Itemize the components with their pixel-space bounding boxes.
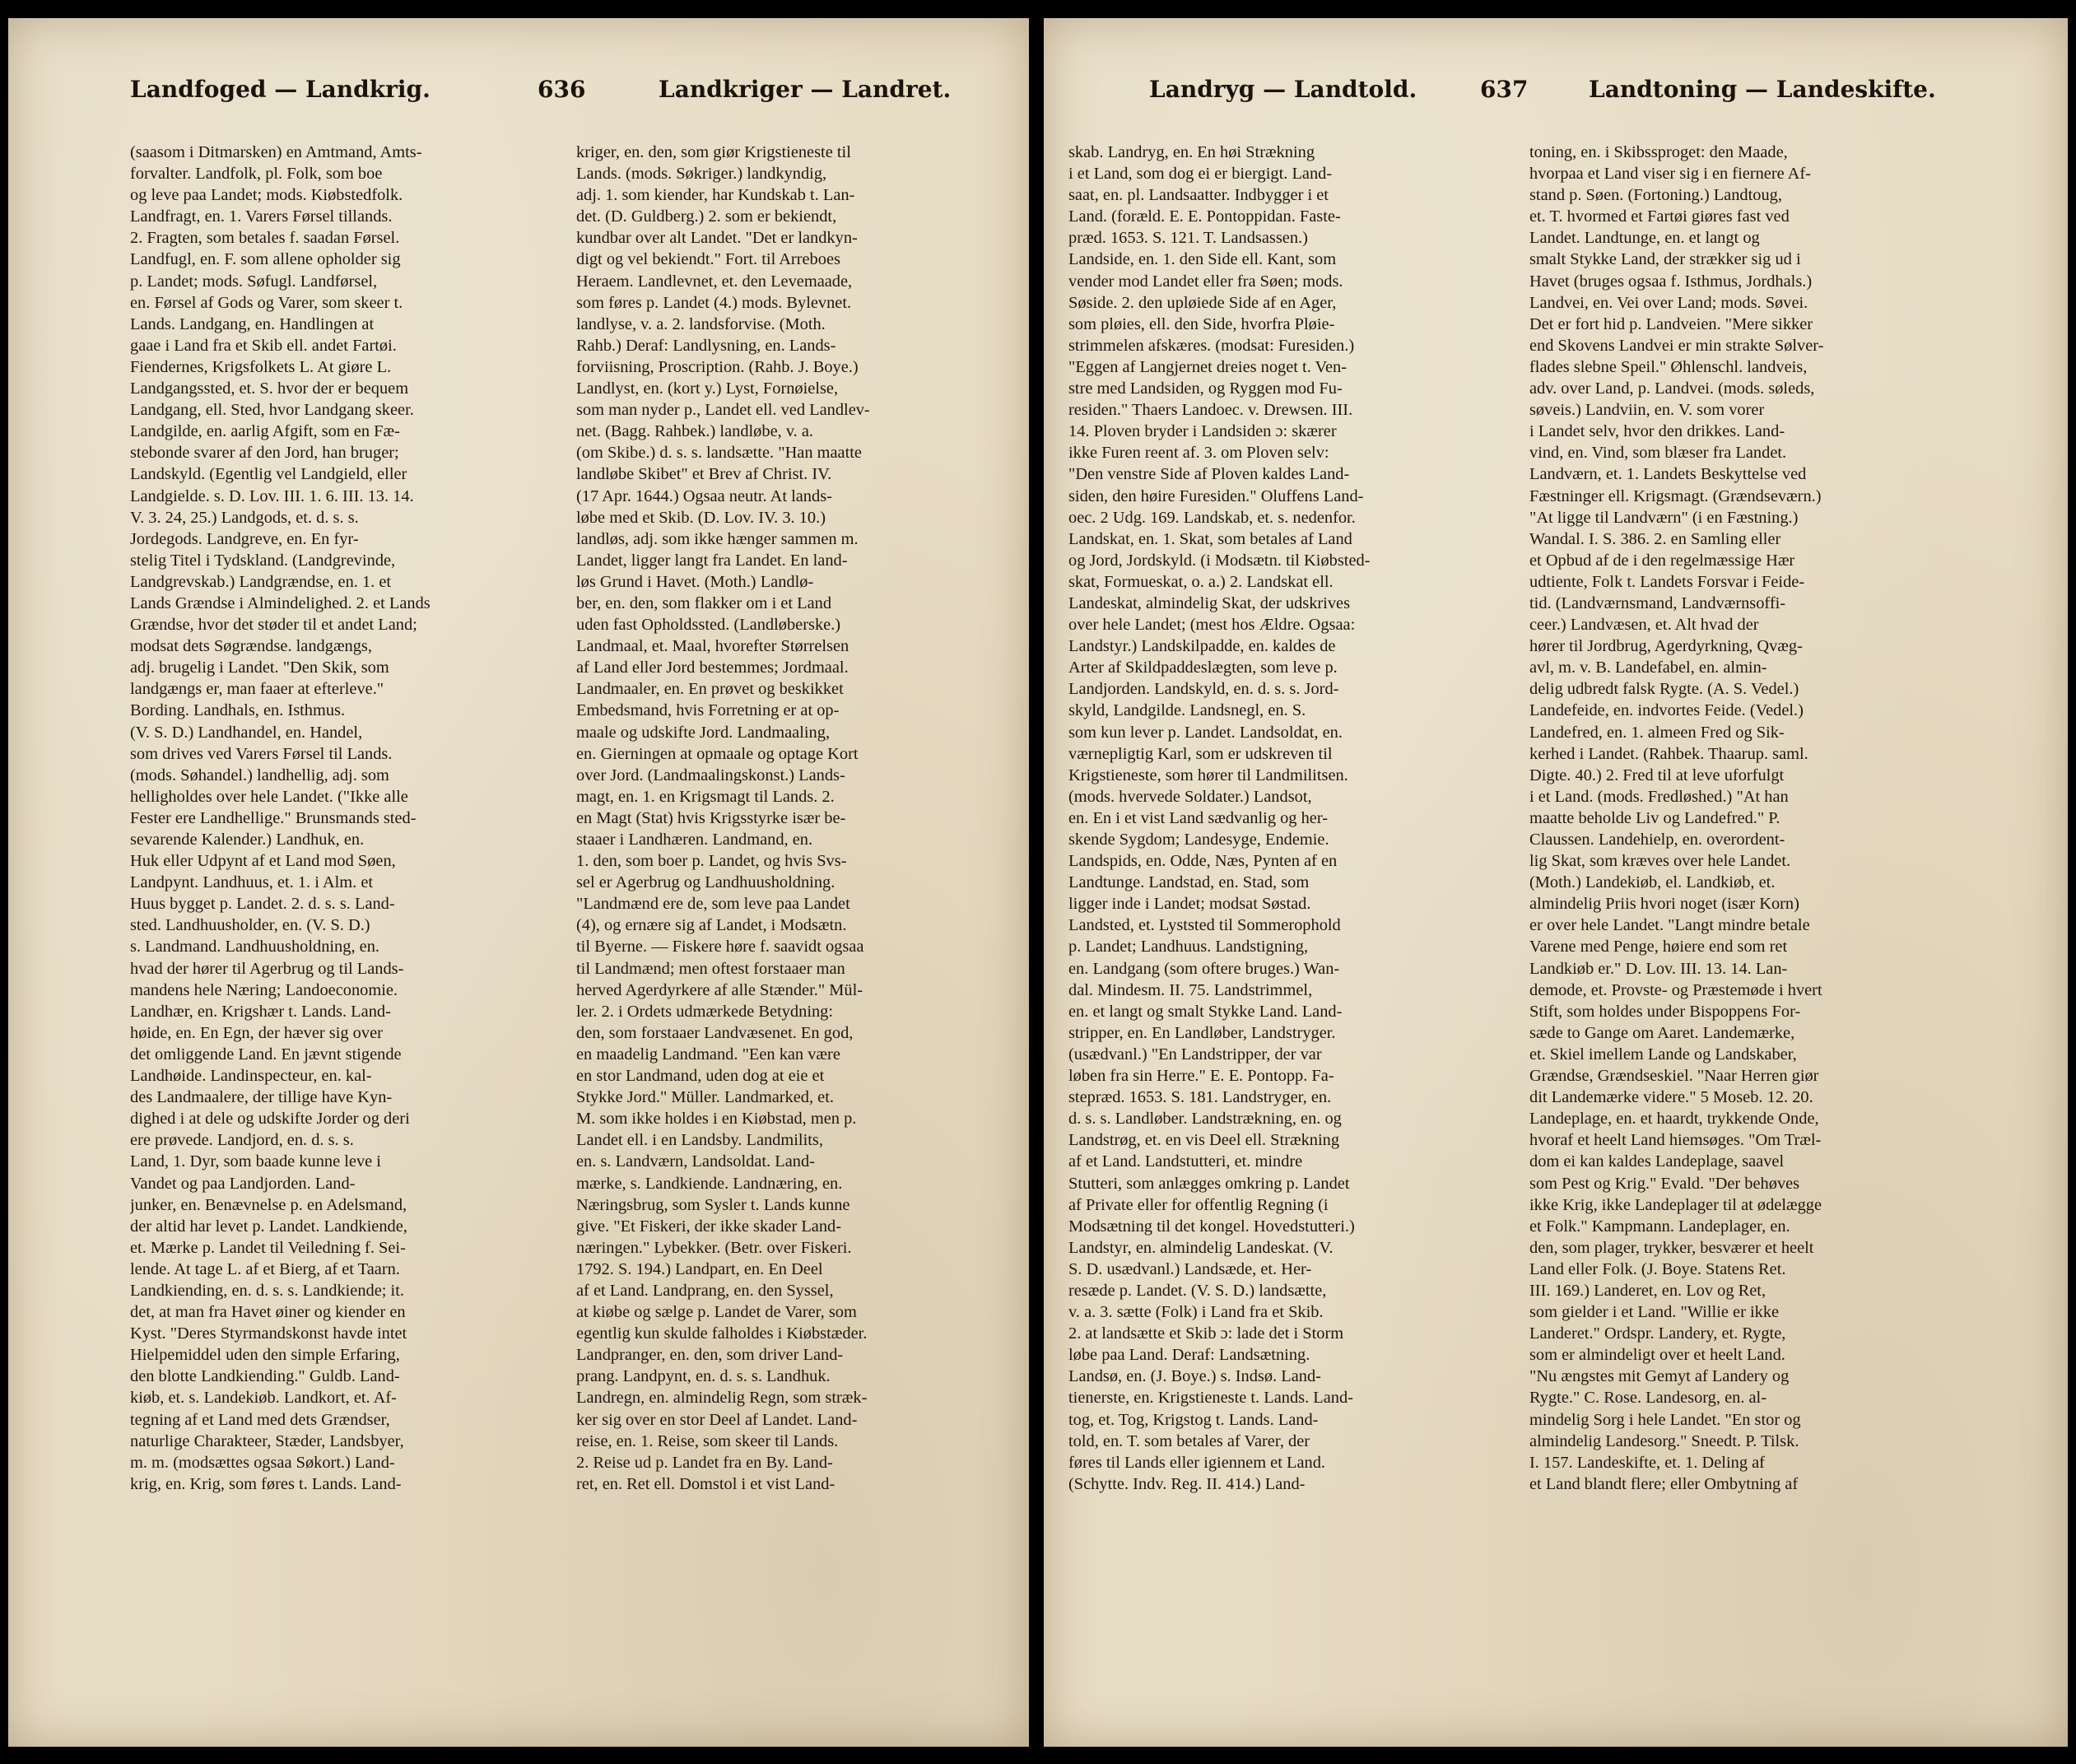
text-line: Havet (bruges ogsaa f. Isthmus, Jordhals.)	[1529, 272, 1813, 291]
text-columns	[8, 142, 1029, 1747]
text-line: Vandet og paa Landjorden. Land-	[130, 1174, 356, 1193]
text-line: maatte beholde Liv og Landefred." P.	[1529, 808, 1780, 827]
text-line: Landefeide, en. indvortes Feide. (Vedel.)	[1529, 701, 1804, 720]
text-line: s. Landmand. Landhuusholdning, en.	[130, 938, 379, 956]
page-number: 637	[1480, 76, 1529, 103]
text-line: m. m. (modsættes ogsaa Søkort.) Land-	[130, 1453, 395, 1472]
text-line: det, at man fra Havet øiner og kiender en	[130, 1303, 406, 1322]
text-line: hvoraf et heelt Land hiemsøges. "Om Træl-	[1529, 1131, 1822, 1150]
text-line: des Landmaalere, der tillige have Kyn-	[130, 1088, 393, 1107]
text-line: Landgilde, en. aarlig Afgift, som en Fæ-	[130, 422, 400, 441]
text-line: dighed i at dele og udskifte Jorder og deri	[130, 1110, 410, 1129]
text-line: der altid har levet p. Landet. Landkiende,	[130, 1217, 407, 1236]
text-line: landgængs er, man faaer at efterleve."	[130, 680, 384, 699]
text-line: ber, en. den, som flakker om i et Land	[576, 593, 832, 612]
text-line: "Eggen af Langjernet dreies noget t. Ven-	[1068, 357, 1348, 376]
text-line: lig Skat, som kræves over hele Landet.	[1529, 852, 1791, 871]
text-line: Landgangssted, et. S. hvor der er bequem	[130, 379, 409, 398]
text-line: næringen." Lybekker. (Betr. over Fiskeri.	[576, 1238, 852, 1257]
text-line: Rygte." C. Rose. Landesorg, en. al-	[1529, 1389, 1767, 1408]
text-line: som Pest og Krig." Evald. "Der behøves	[1529, 1174, 1800, 1193]
text-line: forvalter. Landfolk, pl. Folk, som boe	[130, 165, 383, 184]
text-line: landløs, adj. som ikke hænger sammen m.	[576, 529, 859, 548]
text-line: en. Gierningen at opmaale og optage Kort	[576, 744, 859, 763]
text-line: som kun lever p. Landet. Landsoldat, en.	[1068, 723, 1343, 742]
text-line: ikke Furen reent af. 3. om Ploven selv:	[1068, 444, 1329, 463]
text-line: (mods. hvervede Soldater.) Landsot,	[1068, 787, 1312, 806]
left-page	[8, 18, 1029, 1747]
text-line: saat, en. pl. Landsaatter. Indbygger i et	[1068, 186, 1329, 205]
text-line: modsat dets Søgrændse. landgængs,	[130, 637, 372, 656]
text-line: junker, en. Benævnelse p. en Adelsmand,	[130, 1195, 407, 1214]
text-line: Landspids, en. Odde, Næs, Pynten af en	[1068, 852, 1338, 871]
text-line: oec. 2 Udg. 169. Landskab, et. s. nedenfor.	[1068, 508, 1356, 527]
text-line: i et Land. (mods. Fredløshed.) "At han	[1529, 787, 1789, 806]
text-line: Næringsbrug, som Sysler t. Lands kunne	[576, 1195, 850, 1214]
text-line: Landstrøg, et. en vis Deel ell. Strækning	[1068, 1131, 1340, 1150]
text-line: søveis.) Landviin, en. V. som vorer	[1529, 401, 1765, 420]
text-line: ligger inde i Landet; modsat Søstad.	[1068, 895, 1311, 914]
text-line: (om Skibe.) d. s. s. landsætte. "Han maatte	[576, 444, 862, 463]
text-line: 1792. S. 194.) Landpart, en. En Deel	[576, 1259, 823, 1278]
text-line: en. s. Landværn, Landsoldat. Land-	[576, 1152, 815, 1171]
text-column-right	[1529, 142, 1962, 1495]
text-line: en. Landgang (som oftere bruges.) Wan-	[1068, 959, 1340, 978]
text-line: Land eller Folk. (J. Boye. Statens Ret.	[1529, 1259, 1786, 1278]
text-line: føres til Lands eller igiennem et Land.	[1068, 1453, 1325, 1472]
text-line: som gielder i et Land. "Willie er ikke	[1529, 1303, 1780, 1322]
text-line: hører til Jordbrug, Agerdyrkning, Qvæg-	[1529, 637, 1803, 656]
text-column-left	[1068, 142, 1484, 1495]
text-line: Wandal. I. S. 386. 2. en Samling eller	[1529, 529, 1781, 548]
text-line: Claussen. Landehielp, en. overordent-	[1529, 831, 1785, 849]
text-line: stripper, en. En Landløber, Landstryger.	[1068, 1023, 1336, 1042]
text-line: Krigstieneste, som hører til Landmilitsen.	[1068, 766, 1348, 784]
head-right-catchword: Landtoning — Landeskifte.	[1589, 76, 1936, 103]
text-line: Landværn, et. 1. Landets Beskyttelse ved	[1529, 465, 1807, 484]
text-line: ret, en. Ret ell. Domstol i et vist Land-	[576, 1474, 836, 1493]
text-line: Landgrevskab.) Landgrændse, en. 1. et	[130, 572, 392, 591]
text-line: Landkiøb er." D. Lov. III. 13. 14. Lan-	[1529, 959, 1788, 978]
text-line: dom ei kan kaldes Landeplage, saavel	[1529, 1152, 1785, 1171]
text-line: den, som forstaaer Landvæsenet. En god,	[576, 1023, 854, 1042]
text-line: "Landmænd ere de, som leve paa Landet	[576, 895, 850, 914]
text-line: Fæstninger ell. Krigsmagt. (Grændseværn.)	[1529, 486, 1822, 505]
text-line: løben fra sin Herre." E. E. Pontopp. Fa-	[1068, 1067, 1334, 1086]
text-line: Bording. Landhals, en. Isthmus.	[130, 701, 346, 720]
text-line: Hielpemiddel uden den simple Erfaring,	[130, 1346, 400, 1365]
text-line: M. som ikke holdes i en Kiøbstad, men p.	[576, 1110, 857, 1129]
text-column-right	[576, 142, 996, 1495]
text-line: som man nyder p., Landet ell. ved Landlev-	[576, 401, 870, 420]
text-line: af et Land. Landprang, en. den Syssel,	[576, 1281, 834, 1300]
text-line: tid. (Landværnsmand, Landværnsoffi-	[1529, 593, 1786, 612]
text-line: sted. Landhuusholder, en. (V. S. D.)	[130, 916, 370, 935]
text-line: Landside, en. 1. den Side ell. Kant, som	[1068, 250, 1337, 269]
text-line: 1. den, som boer p. Landet, og hvis Svs-	[576, 852, 847, 871]
text-line: Lands Grændse i Almindelighed. 2. et Lands	[130, 593, 431, 612]
text-line: høide, en. En Egn, der hæver sig over	[130, 1023, 383, 1042]
text-line: udtiente, Folk t. Landets Forsvar i Feide-	[1529, 572, 1805, 591]
text-line: digt og vel bekiendt." Fort. til Arreboes	[576, 250, 840, 269]
text-line: almindelig Priis hvori noget (især Korn)	[1529, 895, 1799, 914]
text-line: værnepligtig Karl, som er udskreven til	[1068, 744, 1333, 763]
text-line: en stor Landmand, uden dog at eie et	[576, 1067, 825, 1086]
text-line: dal. Mindesm. II. 75. Landstrimmel,	[1068, 980, 1313, 999]
text-line: Digte. 40.) 2. Fred til at leve uforfulgt	[1529, 766, 1785, 784]
text-line: ceer.) Landvæsen, et. Alt hvad der	[1529, 616, 1759, 635]
text-line: (Schytte. Indv. Reg. II. 414.) Land-	[1068, 1474, 1306, 1493]
text-line: adj. brugelig i Landet. "Den Skik, som	[130, 659, 389, 677]
text-line: Landpranger, en. den, som driver Land-	[576, 1346, 844, 1365]
text-line: Landsted, et. Lyststed til Sommerophold	[1068, 916, 1341, 935]
text-line: en. Førsel af Gods og Varer, som skeer t.	[130, 293, 403, 312]
text-line: sæde to Gange om Aaret. Landemærke,	[1529, 1023, 1795, 1042]
text-line: delig udbredt falsk Rygte. (A. S. Vedel.)	[1529, 680, 1799, 699]
text-line: stebonde svarer af den Jord, han bruger;	[130, 444, 399, 463]
text-line: (17 Apr. 1644.) Ogsaa neutr. At lands-	[576, 486, 832, 505]
text-line: som pløies, ell. den Side, hvorfra Pløie-	[1068, 314, 1335, 333]
text-line: Landpynt. Landhuus, et. 1. i Alm. et	[130, 873, 374, 892]
text-line: kundbar over alt Landet. "Det er landkyn-	[576, 229, 858, 248]
text-line: demode, et. Provste- og Præstemøde i hvert	[1529, 980, 1822, 999]
text-line: (usædvanl.) "En Landstripper, der var	[1068, 1045, 1322, 1064]
text-line: et Land blandt flere; eller Ombytning af	[1529, 1474, 1799, 1493]
text-line: er over hele Landet. "Langt mindre betale	[1529, 916, 1810, 935]
text-line: Landfugl, en. F. som allene opholder sig	[130, 250, 401, 269]
text-line: ikke Krig, ikke Landeplager til at ødelægge	[1529, 1195, 1822, 1214]
text-line: den, som plager, trykker, besværer et heelt	[1529, 1238, 1814, 1257]
text-line: over Jord. (Landmaalingskonst.) Lands-	[576, 766, 845, 784]
text-line: p. Landet; Landhuus. Landstigning,	[1068, 938, 1309, 956]
text-columns	[1044, 142, 2068, 1747]
text-line: i et Land, som dog ei er biergigt. Land-	[1068, 165, 1333, 184]
text-line: vender mod Landet eller fra Søen; mods.	[1068, 272, 1343, 291]
text-line: til Landmænd; men oftest forstaaer man	[576, 959, 845, 978]
text-line: Fiendernes, Krigsfolkets L. At giøre L.	[130, 357, 392, 376]
text-line: Landstyr.) Landskilpadde, en. kaldes de	[1068, 637, 1336, 656]
text-line: en. En i et vist Land sædvanlig og her-	[1068, 808, 1329, 827]
text-line: Grændse, Grændseskiel. "Naar Herren giør	[1529, 1067, 1819, 1086]
text-line: en maadelig Landmand. "Een kan være	[576, 1045, 840, 1064]
text-line: lende. At tage L. af et Bierg, af et Taarn.	[130, 1259, 400, 1278]
text-line: præd. 1653. S. 121. T. Landsassen.)	[1068, 229, 1308, 248]
text-line: Landet ell. i en Landsby. Landmilits,	[576, 1131, 823, 1150]
text-line: told, en. T. som betales af Varer, der	[1068, 1431, 1310, 1450]
text-line: Stykke Jord." Müller. Landmarked, et.	[576, 1088, 834, 1107]
text-line: naturlige Charakteer, Stæder, Landsbyer,	[130, 1431, 404, 1450]
text-line: stand p. Søen. (Fortoning.) Landtoug,	[1529, 186, 1782, 205]
text-line: Land, 1. Dyr, som baade kunne leve i	[130, 1152, 381, 1171]
text-line: smalt Stykke Land, der strækker sig ud i	[1529, 250, 1801, 269]
text-line: landløbe Skibet" et Brev af Christ. IV.	[576, 465, 832, 484]
text-line: kerhed i Landet. (Rahbek. Thaarup. saml.	[1529, 744, 1808, 763]
text-line: ler. 2. i Ordets udmærkede Betydning:	[576, 1002, 834, 1021]
text-line: Søside. 2. den upløiede Side af en Ager,	[1068, 293, 1337, 312]
text-line: sel er Agerbrug og Landhuusholdning.	[576, 873, 836, 892]
text-line: sevarende Kalender.) Landhuk, en.	[130, 831, 365, 849]
text-line: Landgang, ell. Sted, hvor Landgang skeer.	[130, 401, 414, 420]
text-line: et Opbud af de i den regelmæssige Hær	[1529, 551, 1795, 570]
text-line: som føres p. Landet (4.) mods. Bylevnet.	[576, 293, 852, 312]
text-line: tegning af et Land med dets Grændser,	[130, 1410, 390, 1429]
text-line: Det er fort hid p. Landveien. "Mere sikker	[1529, 314, 1813, 333]
text-line: Landgielde. s. D. Lov. III. 1. 6. III. 13. 14.	[130, 486, 414, 505]
text-line: af et Land. Landstutteri, et. mindre	[1068, 1152, 1303, 1171]
text-line: Landregn, en. almindelig Regn, som stræk-	[576, 1389, 868, 1408]
text-line: egentlig kun skulde falholdes i Kiøbstæder.	[576, 1324, 868, 1343]
text-line: en. et langt og smalt Stykke Land. Land-	[1068, 1002, 1343, 1021]
text-line: Landeplage, en. et haardt, trykkende Onde,	[1529, 1110, 1819, 1129]
text-line: prang. Landpynt, en. d. s. s. Landhuk.	[576, 1367, 831, 1386]
text-line: Landkiending, en. d. s. s. Landkiende; it.	[130, 1281, 404, 1300]
text-line: Landmaaler, en. En prøvet og beskikket	[576, 680, 844, 699]
text-line: i Landet selv, hvor den drikkes. Land-	[1529, 422, 1785, 441]
text-line: almindelig Landesorg." Sneedt. P. Tilsk.	[1529, 1431, 1799, 1450]
text-line: "Nu ængstes mit Gemyt af Landery og	[1529, 1367, 1790, 1386]
text-line: over hele Landet; (mest hos Ældre. Ogsaa:	[1068, 616, 1356, 635]
text-line: V. 3. 24, 25.) Landgods, et. d. s. s.	[130, 508, 359, 527]
text-line: (V. S. D.) Landhandel, en. Handel,	[130, 723, 363, 742]
text-line: Rahb.) Deraf: Landlysning, en. Lands-	[576, 336, 836, 355]
text-line: 14. Ploven bryder i Landsiden ɔ: skærer	[1068, 422, 1337, 441]
text-line: adj. 1. som kiender, har Kundskab t. Lan-	[576, 186, 855, 205]
text-line: Landefred, en. 1. almeen Fred og Sik-	[1529, 723, 1785, 742]
text-line: et. Mærke p. Landet til Veiledning f. Sei-	[130, 1238, 406, 1257]
text-line: v. a. 3. sætte (Folk) i Land fra et Skib.	[1068, 1303, 1324, 1322]
text-line: forviisning, Proscription. (Rahb. J. Boye.)	[576, 357, 859, 376]
text-line: Heraem. Landlevnet, et. den Levemaade,	[576, 272, 853, 291]
text-line: til Byerne. — Fiskere høre f. saavidt ogsaa	[576, 938, 864, 956]
text-line: toning, en. i Skibssproget: den Maade,	[1529, 143, 1788, 161]
page-number: 636	[538, 76, 586, 103]
text-line: tienerste, en. Krigstieneste t. Lands. Land-	[1068, 1389, 1353, 1408]
text-line: af Land eller Jord bestemmes; Jordmaal.	[576, 659, 849, 677]
text-line: end Skovens Landvei er min strakte Sølver-	[1529, 336, 1824, 355]
text-line: (saasom i Ditmarsken) en Amtmand, Amts-	[130, 143, 422, 161]
text-line: Jordegods. Landgreve, en. En fyr-	[130, 529, 359, 548]
text-line: tog, et. Tog, Krigstog t. Lands. Land-	[1068, 1410, 1319, 1429]
text-line: d. s. s. Landløber. Landstrækning, en. og	[1068, 1110, 1342, 1129]
text-line: Land. (foræld. E. E. Pontoppidan. Faste-	[1068, 207, 1341, 226]
text-line: Huus bygget p. Landet. 2. d. s. s. Land-	[130, 895, 395, 914]
text-line: Landet. Landtunge, en. et langt og	[1529, 229, 1760, 248]
text-line: løbe paa Land. Deraf: Landsætning.	[1068, 1346, 1310, 1365]
text-line: 2. at landsætte et Skib ɔ: lade det i Storm	[1068, 1324, 1344, 1343]
text-line: Landhær, en. Krigshær t. Lands. Land-	[130, 1002, 391, 1021]
text-line: dit Landemærke videre." 5 Moseb. 12. 20.	[1529, 1088, 1813, 1107]
text-line: stepræd. 1653. S. 181. Landstryger, en.	[1068, 1088, 1332, 1107]
text-line: Lands. (mods. Søkriger.) landkyndig,	[576, 165, 827, 184]
text-line: III. 169.) Landeret, en. Lov og Ret,	[1529, 1281, 1766, 1300]
text-line: Kyst. "Deres Styrmandskonst havde intet	[130, 1324, 407, 1343]
text-line: Landfragt, en. 1. Varers Førsel tillands.	[130, 207, 393, 226]
text-line: løbe med et Skib. (D. Lov. IV. 3. 10.)	[576, 508, 826, 527]
text-line: reise, en. 1. Reise, som skeer til Lands.	[576, 1431, 839, 1450]
text-line: (4), og ernære sig af Landet, i Modsætn.	[576, 916, 847, 935]
head-right-catchword: Landkriger — Landret.	[659, 76, 952, 103]
text-line: som drives ved Varers Førsel til Lands.	[130, 744, 393, 763]
text-line: staaer i Landhæren. Landmand, en.	[576, 831, 813, 849]
text-line: herved Agerdyrkere af alle Stænder." Mül-	[576, 980, 863, 999]
text-line: magt, en. 1. en Krigsmagt til Lands. 2.	[576, 787, 835, 806]
text-line: p. Landet; mods. Søfugl. Landførsel,	[130, 272, 378, 291]
text-line: Landvei, en. Vei over Land; mods. Søvei.	[1529, 293, 1808, 312]
text-line: Landeret." Ordspr. Landery, et. Rygte,	[1529, 1324, 1786, 1343]
text-column-left	[130, 142, 558, 1495]
text-line: skab. Landryg, en. En høi Strækning	[1068, 143, 1315, 161]
text-line: mindelig Sorg i hele Landet. "En stor og	[1529, 1410, 1801, 1429]
text-line: resæde p. Landet. (V. S. D.) landsætte,	[1068, 1281, 1327, 1300]
text-line: at kiøbe og sælge p. Landet de Varer, som	[576, 1303, 857, 1322]
text-line: som er almindeligt over et heelt Land.	[1529, 1346, 1785, 1365]
text-line: strimmelen afskæres. (modsat: Furesiden.)	[1068, 336, 1355, 355]
text-line: Modsætning til det kongel. Hovedstutteri.)	[1068, 1217, 1355, 1236]
text-line: Landjorden. Landskyld, en. d. s. s. Jord-	[1068, 680, 1339, 699]
text-line: Stift, som holdes under Bispoppens For-	[1529, 1002, 1801, 1021]
text-line: helligholdes over hele Landet. ("Ikke alle	[130, 787, 408, 806]
text-line: Arter af Skildpaddeslægten, som leve p.	[1068, 659, 1338, 677]
text-line: flades slebne Speil." Øhlenschl. landveis,	[1529, 357, 1808, 376]
text-line: mandens hele Næring; Landoeconomie.	[130, 980, 398, 999]
text-line: Lands. Landgang, en. Handlingen at	[130, 314, 375, 333]
text-line: 2. Reise ud p. Landet fra en By. Land-	[576, 1453, 833, 1472]
text-line: Embedsmand, hvis Forretning er at op-	[576, 701, 840, 720]
text-line: S. D. usædvanl.) Landsæde, et. Her-	[1068, 1259, 1312, 1278]
text-line: skyld, Landgilde. Landsnegl, en. S.	[1068, 701, 1306, 720]
text-line: (Moth.) Landekiøb, el. Landkiøb, et.	[1529, 873, 1776, 892]
text-line: det. (D. Guldberg.) 2. som er bekiendt,	[576, 207, 837, 226]
text-line: (mods. Søhandel.) landhellig, adj. som	[130, 766, 389, 784]
text-line: Landskyld. (Egentlig vel Landgield, eller	[130, 465, 407, 484]
text-line: landlyse, v. a. 2. landsforvise. (Moth.	[576, 314, 826, 333]
text-line: net. (Bagg. Rahbek.) landløbe, v. a.	[576, 422, 814, 441]
text-line: skat, Formueskat, o. a.) 2. Landskat ell.	[1068, 572, 1334, 591]
text-line: I. 157. Landeskifte, et. 1. Deling af	[1529, 1453, 1765, 1472]
text-line: Fester ere Landhellige." Brunsmands sted-	[130, 808, 417, 827]
text-line: ere prøvede. Landjord, en. d. s. s.	[130, 1131, 354, 1150]
text-line: Landet, ligger langt fra Landet. En land-	[576, 551, 848, 570]
text-line: af Private eller for offentlig Regning (i	[1068, 1195, 1329, 1214]
text-line: adv. over Land, p. Landvei. (mods. søleds,	[1529, 379, 1815, 398]
text-line: hvad der hører til Agerbrug og til Lands-	[130, 959, 404, 978]
text-line: Landsø, en. (J. Boye.) s. Indsø. Land-	[1068, 1367, 1321, 1386]
text-line: kiøb, et. s. Landekiøb. Landkort, et. Af-	[130, 1389, 397, 1408]
text-line: maale og udskifte Jord. Landmaaling,	[576, 723, 831, 742]
head-left-catchword: Landryg — Landtold.	[1149, 76, 1417, 103]
running-head	[1044, 76, 2068, 125]
text-line: en Magt (Stat) hvis Krigsstyrke især be-	[576, 808, 846, 827]
text-line: den blotte Landkiending." Guldb. Land-	[130, 1367, 400, 1386]
text-line: Landeskat, almindelig Skat, der udskrives	[1068, 593, 1351, 612]
text-line: ker sig over en stor Deel af Landet. Land-	[576, 1410, 858, 1429]
head-left-catchword: Landfoged — Landkrig.	[130, 76, 431, 103]
text-line: og leve paa Landet; mods. Kiøbstedfolk.	[130, 186, 403, 205]
text-line: kriger, en. den, som giør Krigstieneste til	[576, 143, 851, 161]
text-line: 2. Fragten, som betales f. saadan Førsel.	[130, 229, 400, 248]
text-line: et. Skiel imellem Lande og Landskaber,	[1529, 1045, 1797, 1064]
text-line: avl, m. v. B. Landefabel, en. almin-	[1529, 659, 1767, 677]
text-line: stelig Titel i Tydskland. (Landgrevinde,	[130, 551, 396, 570]
text-line: Huk eller Udpynt af et Land mod Søen,	[130, 852, 396, 871]
text-line: uden fast Opholdssted. (Landløberske.)	[576, 616, 841, 635]
text-line: stre med Landsiden, og Ryggen mod Fu-	[1068, 379, 1343, 398]
text-line: Landtunge. Landstad, en. Stad, som	[1068, 873, 1310, 892]
text-line: Stutteri, som anlægges omkring p. Landet	[1068, 1174, 1350, 1193]
text-line: et Folk." Kampmann. Landeplager, en.	[1529, 1217, 1790, 1236]
text-line: hvorpaa et Land viser sig i en fiernere Af-	[1529, 165, 1811, 184]
text-line: give. "Et Fiskeri, der ikke skader Land-	[576, 1217, 842, 1236]
text-line: mærke, s. Landkiende. Landnæring, en.	[576, 1174, 843, 1193]
text-line: Landstyr, en. almindelig Landeskat. (V.	[1068, 1238, 1334, 1257]
text-line: Landskat, en. 1. Skat, som betales af Land	[1068, 529, 1352, 548]
text-line: krig, en. Krig, som føres t. Lands. Land-	[130, 1474, 402, 1493]
text-line: residen." Thaers Landoec. v. Drewsen. III.	[1068, 401, 1353, 420]
text-line: Varene med Penge, høiere end som ret	[1529, 938, 1788, 956]
text-line: siden, den høire Furesiden." Oluffens Land-	[1068, 486, 1364, 505]
text-line: Landlyst, en. (kort y.) Lyst, Fornøielse,	[576, 379, 839, 398]
text-line: "At ligge til Landværn" (i en Fæstning.)	[1529, 508, 1799, 527]
text-line: "Den venstre Side af Ploven kaldes Land-	[1068, 465, 1350, 484]
text-line: Landmaal, et. Maal, hvorefter Størrelsen	[576, 637, 849, 656]
text-line: det omliggende Land. En jævnt stigende	[130, 1045, 402, 1064]
text-line: gaae i Land fra et Skib ell. andet Fartøi.	[130, 336, 397, 355]
text-line: og Jord, Jordskyld. (i Modsætn. til Kiøbsted-	[1068, 551, 1371, 570]
text-line: Landhøide. Landinspecteur, en. kal-	[130, 1067, 372, 1086]
text-line: et. T. hvormed et Fartøi giøres fast ved	[1529, 207, 1790, 226]
text-line: vind, en. Vind, som blæser fra Landet.	[1529, 444, 1787, 463]
running-head	[8, 76, 1029, 125]
text-line: løs Grund i Havet. (Moth.) Landlø-	[576, 572, 814, 591]
text-line: skende Sygdom; Landesyge, Endemie.	[1068, 831, 1329, 849]
right-page	[1044, 18, 2068, 1747]
text-line: Grændse, hvor det støder til et andet Land;	[130, 616, 417, 635]
